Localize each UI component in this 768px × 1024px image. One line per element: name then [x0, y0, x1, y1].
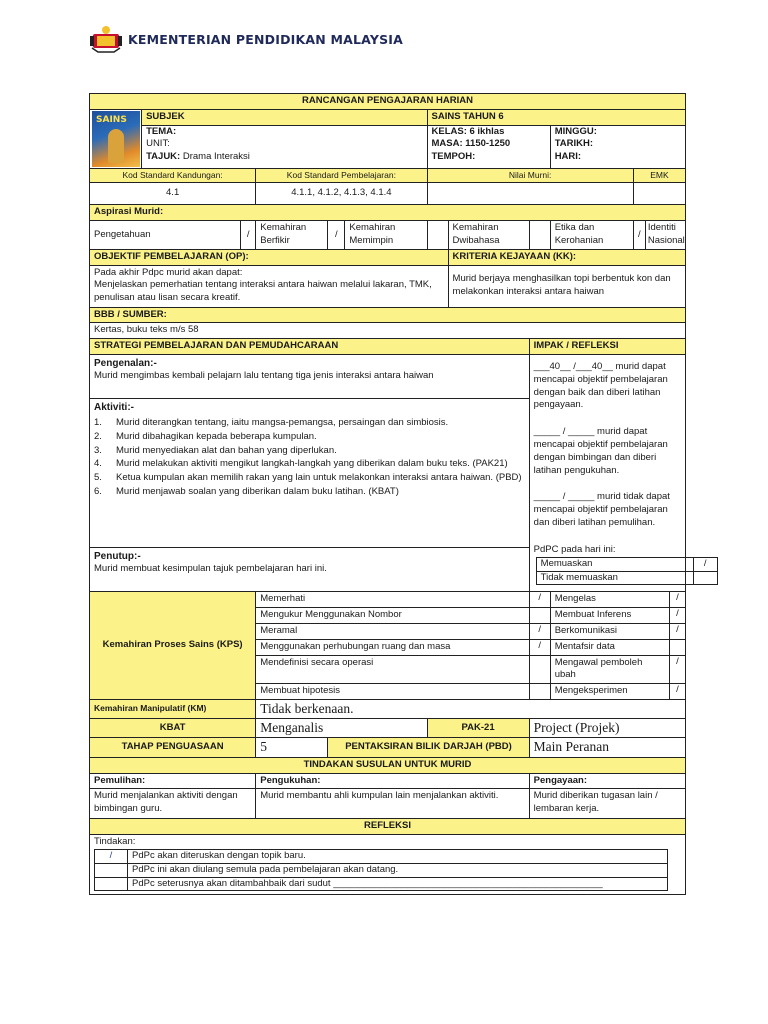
unit-label: UNIT:: [146, 138, 170, 150]
tindakan-mark: [95, 877, 128, 891]
impak-line-2: _____ / _____ murid dapat mencapai objektif pembelajaran dengan bimbingan dan diberi latihan pengukuhan.: [533, 426, 668, 476]
subjek-label: SUBJEK: [142, 109, 427, 125]
tarikh-field: TARIKH:: [554, 138, 594, 150]
strategi-label: STRATEGI PEMBELAJARAN DAN PEMUDAHCARAAN: [90, 339, 530, 355]
kps-mark: /: [529, 592, 550, 608]
aktiviti-list: [94, 417, 525, 499]
aktiviti-label: Aktiviti:-: [94, 402, 134, 414]
masa-field: MASA: 1150-1250: [431, 138, 511, 150]
pbd-label: PENTAKSIRAN BILIK DARJAH (PBD): [328, 738, 529, 757]
penutup-label: Penutup:-: [94, 550, 141, 562]
kps-item: Mengeksperimen: [550, 684, 669, 700]
tindakan-mark: [95, 863, 128, 877]
kps-item: Membuat Inferens: [550, 608, 669, 624]
coat-of-arms-logo: [90, 24, 122, 54]
strategi-content: [90, 354, 530, 399]
refleksi-content: [90, 835, 686, 895]
minggu-field: MINGGU:: [554, 125, 597, 137]
sains-book-cover: SAINS: [92, 111, 140, 167]
pdpc-option: Tidak memuaskan: [536, 571, 693, 585]
kps-item: Mengelas: [550, 592, 669, 608]
impak-label: IMPAK / REFLEKSI: [529, 339, 685, 355]
minggu-tarikh-hari: [550, 125, 685, 168]
tindakan-susulan-label: TINDAKAN SUSULAN UNTUK MURID: [90, 757, 686, 773]
ksk-value: 4.1: [90, 183, 256, 205]
km-value: Tidak berkenaan.: [256, 700, 686, 719]
kps-mark: /: [669, 608, 685, 624]
impak-line-3: _____ / _____ murid tidak dapat mencapai objektif pembelajaran dan diberi latihan pemulihan.: [533, 491, 670, 529]
kbat-label: KBAT: [90, 719, 256, 738]
tempoh-field: TEMPOH:: [431, 151, 476, 163]
pdpc-table: [536, 557, 718, 586]
tahap-penguasaan-label: TAHAP PENGUASAAN: [90, 738, 256, 757]
kk-label: KRITERIA KEJAYAAN (KK):: [448, 249, 685, 265]
pengukuhan-text: Murid membantu ahli kumpulan lain menjalankan aktiviti.: [256, 789, 529, 819]
kps-mark: [669, 639, 685, 655]
aspirasi-item: Pengetahuan: [90, 221, 241, 250]
pemulihan-text: Murid menjalankan aktiviti dengan bimbingan guru.: [90, 789, 256, 819]
bbb-label: BBB / SUMBER:: [90, 307, 686, 323]
op-text: Pada akhir Pdpc murid akan dapat: Menjelaskan pemerhatian tentang interaksi antara haiwan melalui lakaran, TMK, penulisan atau lisan secara kreatif.: [90, 265, 449, 307]
ministry-title: KEMENTERIAN PENDIDIKAN MALAYSIA: [128, 31, 404, 47]
kps-mark: [529, 608, 550, 624]
aspirasi-item: Kemahiran Dwibahasa: [448, 221, 529, 250]
kps-label: Kemahiran Proses Sains (KPS): [90, 592, 256, 700]
list-item: 1. Murid diterangkan tentang, iaitu mangsa-pemangsa, persaingan dan simbiosis.: [94, 416, 449, 428]
ksp-label: Kod Standard Pembelajaran:: [256, 168, 427, 182]
kps-item: Mendefinisi secara operasi: [256, 655, 529, 684]
nilai-murni-label: Nilai Murni:: [427, 168, 633, 182]
aspirasi-mark: /: [328, 221, 345, 250]
tahap-penguasaan-value: 5: [256, 738, 328, 757]
bbb-text: Kertas, buku teks m/s 58: [90, 323, 686, 339]
tema-label: TEMA:: [146, 125, 177, 137]
ministry-header: [90, 22, 403, 56]
pengayaan-label: Pengayaan:: [529, 773, 685, 789]
kps-mark: /: [529, 639, 550, 655]
aspirasi-label: Aspirasi Murid:: [90, 205, 686, 221]
ksk-label: Kod Standard Kandungan:: [90, 168, 256, 182]
nilai-murni-value: [427, 183, 633, 205]
kps-item: Berkomunikasi: [550, 623, 669, 639]
refleksi-label: REFLEKSI: [90, 819, 686, 835]
kps-mark: /: [669, 623, 685, 639]
aspirasi-mark: /: [241, 221, 256, 250]
aspirasi-mark: [529, 221, 550, 250]
aspirasi-item: Etika dan Kerohanian: [550, 221, 633, 250]
tindakan-label: Tindakan:: [94, 836, 136, 848]
aktiviti-content: [90, 399, 530, 547]
impak-line-1: ___40__ /___40__ murid dapat mencapai objektif pembelajaran dengan baik dan diberi latihan pengayaan.: [533, 360, 668, 411]
kps-item: Meramal: [256, 623, 529, 639]
list-item: 4. Murid melakukan aktiviti mengikut langkah-langkah yang diberikan dalam buku teks. (PAK21): [94, 458, 508, 470]
tindakan-mark: /: [95, 849, 128, 863]
emk-label: EMK: [633, 168, 685, 182]
pdpc-label: PdPC pada hari ini:: [533, 543, 616, 555]
kps-item: Memerhati: [256, 592, 529, 608]
kps-mark: /: [669, 684, 685, 700]
penutup-text: Murid membuat kesimpulan tajuk pembelajaran hari ini.: [94, 563, 327, 575]
kps-item: Mengukur Menggunakan Nombor: [256, 608, 529, 624]
list-item: 6. Murid menjawab soalan yang diberikan dalam buku latihan. (KBAT): [94, 486, 399, 498]
pak21-label: PAK-21: [427, 719, 529, 738]
kk-text: Murid berjaya menghasilkan topi berbentuk kon dan melakonkan interaksi antara haiwan: [448, 265, 685, 307]
kps-mark: [529, 655, 550, 684]
tindakan-option: PdPc akan diteruskan dengan topik baru.: [128, 849, 668, 863]
kps-mark: /: [669, 655, 685, 684]
pbd-value: Main Peranan: [529, 738, 685, 757]
form-title: RANCANGAN PENGAJARAN HARIAN: [90, 94, 686, 110]
aspirasi-mark: /: [633, 221, 645, 250]
impak-content: [529, 354, 707, 591]
kps-mark: /: [529, 623, 550, 639]
pemulihan-label: Pemulihan:: [90, 773, 256, 789]
aspirasi-item: Kemahiran Berfikir: [256, 221, 328, 250]
kps-mark: /: [669, 592, 685, 608]
kps-item: Mentafsir data: [550, 639, 669, 655]
list-item: 2. Murid dibahagikan kepada beberapa kumpulan.: [94, 430, 317, 442]
pengenalan-text: Murid mengimbas kembali pelajarn lalu tentang tiga jenis interaksi antara haiwan: [94, 370, 434, 382]
op-label: OBJEKTIF PEMBELAJARAN (OP):: [90, 249, 449, 265]
lesson-plan-table: [89, 93, 707, 895]
pdpc-mark: /: [693, 557, 717, 571]
kbat-value: Menganalis: [256, 719, 427, 738]
pengayaan-text: Murid diberikan tugasan lain / lembaran kerja.: [529, 789, 685, 819]
hari-field: HARI:: [554, 151, 582, 163]
kps-mark: [529, 684, 550, 700]
penutup-content: [90, 547, 530, 592]
ksp-value: 4.1.1, 4.1.2, 4.1.3, 4.1.4: [256, 183, 427, 205]
aspirasi-mark: [427, 221, 448, 250]
pak21-value: Project (Projek): [529, 719, 685, 738]
km-label: Kemahiran Manipulatif (KM): [90, 700, 256, 719]
tindakan-table: [94, 849, 668, 891]
aspirasi-item: Kemahiran Memimpin: [345, 221, 427, 250]
tajuk-label: TAJUK:: [146, 151, 181, 163]
subjek-value: SAINS TAHUN 6: [427, 109, 686, 125]
kelas-field: KELAS: 6 ikhlas: [431, 125, 505, 137]
list-item: 5. Ketua kumpulan akan memilih rakan yang lain untuk melakonkan interaksi antara haiwan. (PBD): [94, 472, 522, 484]
kps-item: Membuat hipotesis: [256, 684, 529, 700]
tindakan-option: PdPc ini akan diulang semula pada pembelajaran akan datang.: [128, 863, 668, 877]
pdpc-option: Memuaskan: [536, 557, 693, 571]
aspirasi-item: Identiti Nasional: [645, 221, 685, 250]
pengukuhan-label: Pengukuhan:: [256, 773, 529, 789]
tajuk-value: Drama Interaksi: [182, 151, 250, 163]
pengenalan-label: Pengenalan:-: [94, 357, 157, 369]
kps-item: Menggunakan perhubungan ruang dan masa: [256, 639, 529, 655]
pdpc-mark: [693, 571, 717, 585]
kelas-masa-tempoh: [427, 125, 550, 168]
emk-value: [633, 183, 685, 205]
tema-unit-tajuk: [142, 125, 427, 168]
kps-item: Mengawal pemboleh ubah: [550, 655, 669, 684]
book-cover-cell: [90, 109, 142, 168]
list-item: 3. Murid menyediakan alat dan bahan yang diperlukan.: [94, 444, 337, 456]
tindakan-option: PdPc seterusnya akan ditambahbaik dari sudut ___________________________________________________: [128, 877, 668, 891]
